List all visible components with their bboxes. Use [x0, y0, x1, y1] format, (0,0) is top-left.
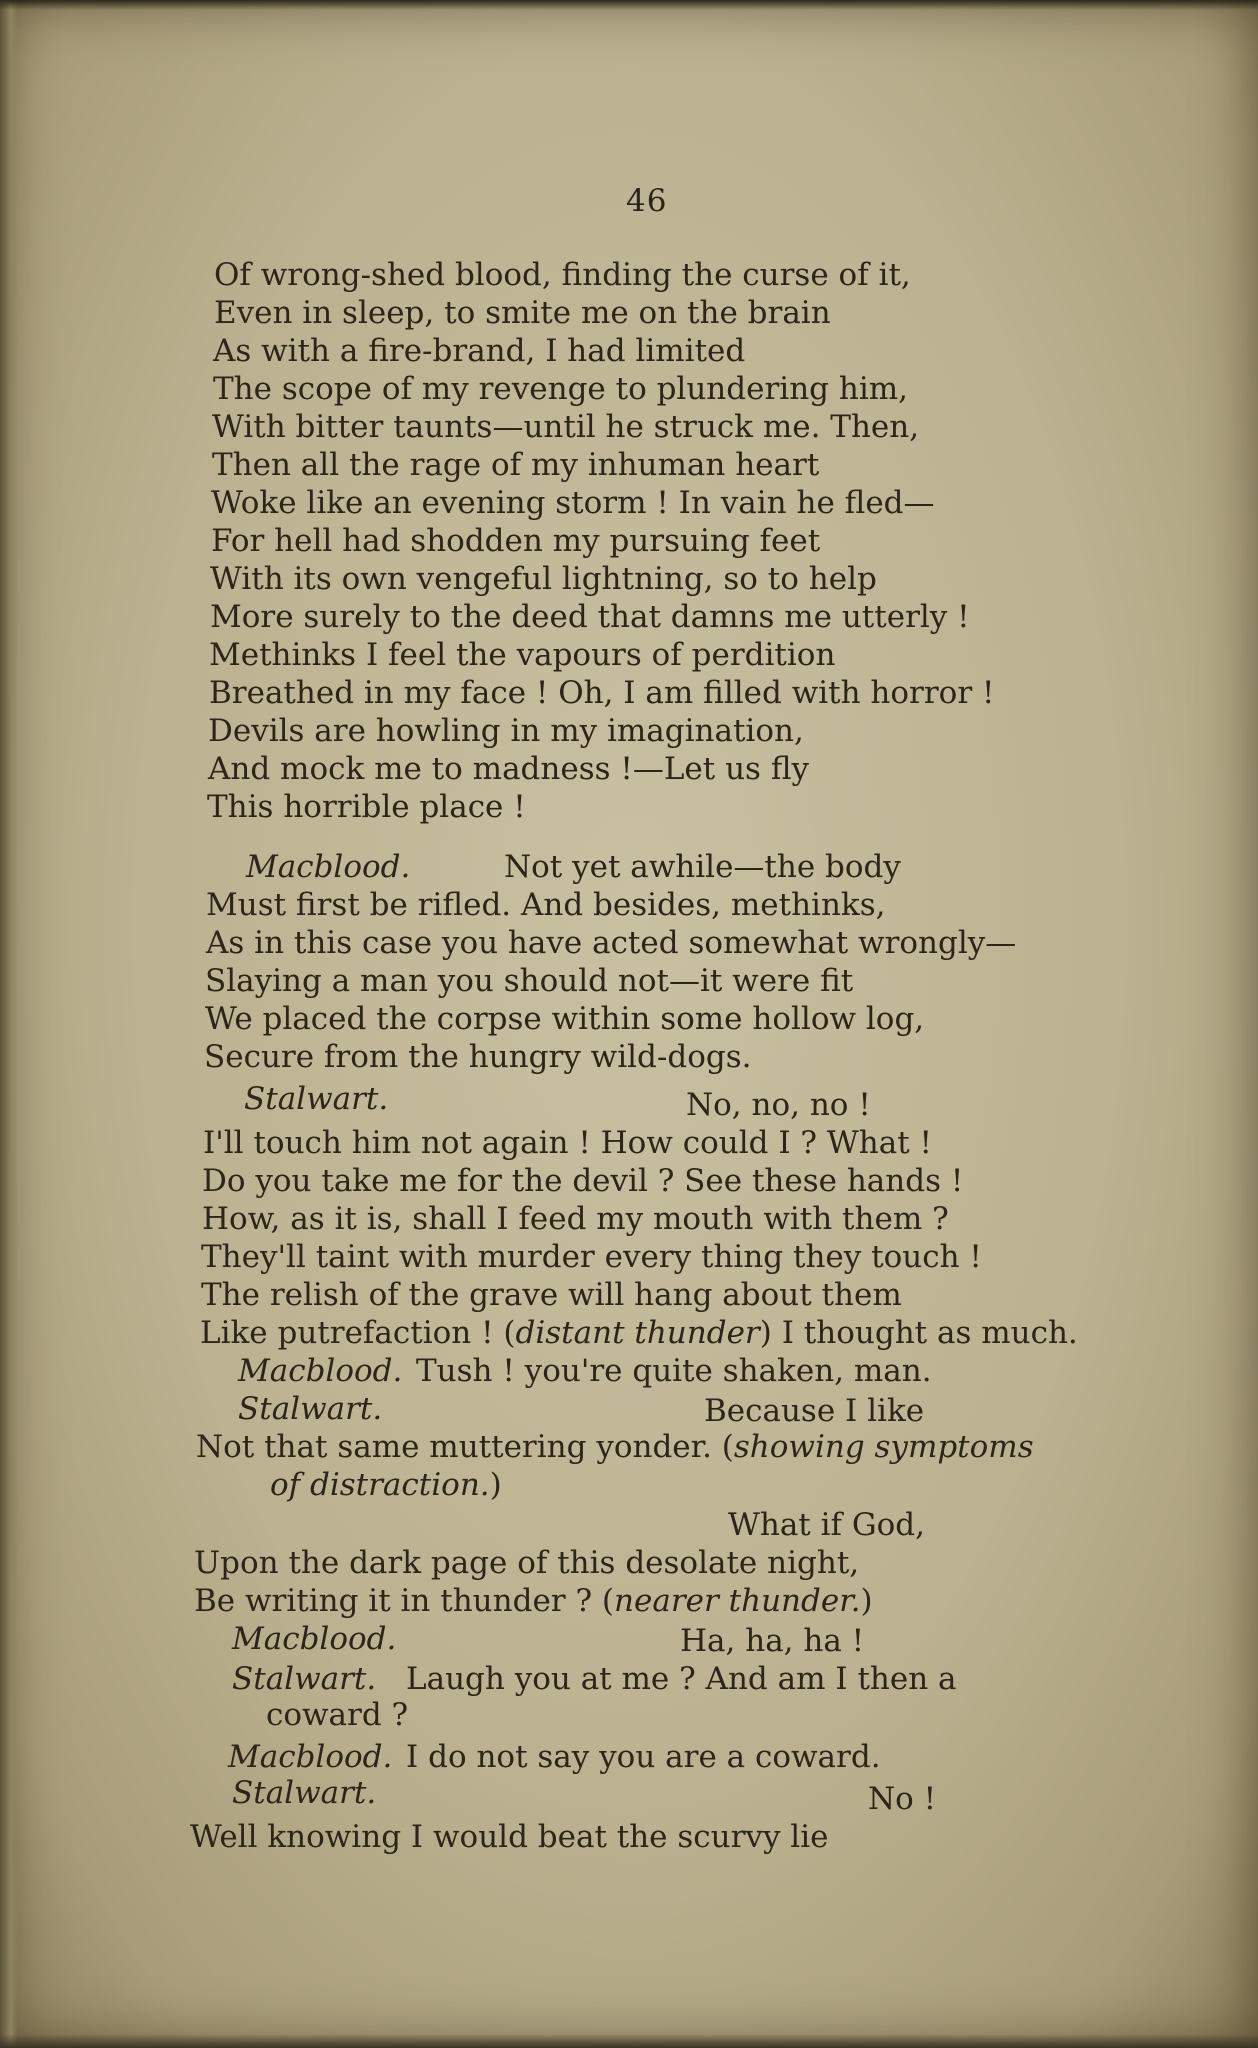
- line-text: Because I like: [704, 1393, 925, 1429]
- text-line: [201, 1238, 982, 1276]
- line-text: Be writing it in thunder ? (: [194, 1583, 615, 1619]
- line-text: And mock me to madness !—Let us fly: [208, 751, 810, 787]
- text-line: [686, 1086, 871, 1124]
- text-line: [504, 848, 901, 886]
- speaker-name: [238, 1390, 382, 1428]
- speaker-name: [238, 1352, 402, 1390]
- line-text: More surely to the deed that damns me utterly !: [210, 599, 970, 635]
- speaker-label: Stalwart.: [232, 1775, 377, 1811]
- stage-direction: showing symptoms: [733, 1429, 1034, 1465]
- text-line: [210, 560, 877, 598]
- line-text: Well knowing I would beat the scurvy lie: [190, 1819, 829, 1855]
- speaker-name: [232, 1660, 376, 1698]
- text-line: [266, 1696, 408, 1734]
- line-text: What if God,: [728, 1507, 925, 1543]
- stage-direction: distant thunder: [515, 1315, 760, 1351]
- line-text: No !: [868, 1781, 937, 1817]
- text-line: [416, 1352, 932, 1390]
- text-line: [201, 1276, 902, 1314]
- speaker-name: [228, 1738, 392, 1776]
- line-text: Upon the dark page of this desolate night,: [194, 1545, 860, 1581]
- text-line: [202, 1200, 949, 1238]
- page-number: 46: [626, 183, 668, 219]
- line-text: Breathed in my face ! Oh, I am filled with horror !: [209, 675, 995, 711]
- line-text: Not yet awhile—the body: [504, 849, 901, 885]
- text-line: [210, 598, 970, 636]
- speaker-label: Macblood.: [238, 1353, 403, 1389]
- text-line: [212, 408, 919, 446]
- text-line: [270, 1466, 502, 1504]
- line-text: ): [860, 1583, 873, 1619]
- text-line: [213, 370, 908, 408]
- text-line: [704, 1392, 924, 1430]
- line-text: As in this case you have acted somewhat wrongly—: [206, 925, 1017, 961]
- text-line: [214, 294, 831, 332]
- line-text: For hell had shodden my pursuing feet: [211, 523, 821, 559]
- line-text: Tush ! you're quite shaken, man.: [416, 1353, 932, 1389]
- line-text: I'll touch him not again ! How could I ? What !: [203, 1125, 932, 1161]
- line-text: Methinks I feel the vapours of perdition: [209, 637, 836, 673]
- text-line: [202, 1162, 963, 1200]
- line-text: ) I thought as much.: [759, 1315, 1078, 1351]
- text-line: [209, 674, 994, 712]
- text-line: [209, 636, 835, 674]
- line-text: Ha, ha, ha !: [680, 1623, 865, 1659]
- line-text: With bitter taunts—until he struck me. Then,: [212, 409, 920, 445]
- stage-direction: of distraction.: [270, 1467, 490, 1503]
- text-line: [213, 332, 745, 370]
- speaker-label: Stalwart.: [238, 1391, 383, 1427]
- text-line: [868, 1780, 936, 1818]
- text-line: [190, 1818, 828, 1856]
- text-line: [208, 712, 804, 750]
- line-text: How, as it is, shall I feed my mouth with them ?: [202, 1201, 949, 1237]
- text-line: [211, 484, 935, 522]
- text-line: [205, 962, 853, 1000]
- text-line: [203, 1124, 932, 1162]
- line-text: I do not say you are a coward.: [406, 1739, 881, 1775]
- line-text: They'll taint with murder every thing they touch !: [201, 1239, 982, 1275]
- speaker-name: [244, 1080, 388, 1118]
- line-text: No, no, no !: [686, 1087, 871, 1123]
- text-line: [194, 1544, 859, 1582]
- line-text: ): [489, 1467, 502, 1503]
- line-text: Even in sleep, to smite me on the brain: [214, 295, 831, 331]
- line-text: As with a fire-brand, I had limited: [213, 333, 746, 369]
- speaker-label: Macblood.: [246, 849, 411, 885]
- speaker-name: [232, 1774, 376, 1812]
- line-text: This horrible place !: [207, 789, 526, 825]
- text-line: [728, 1506, 925, 1544]
- text-line: [196, 1428, 1034, 1466]
- speaker-name: [246, 848, 410, 886]
- line-text: Then all the rage of my inhuman heart: [212, 447, 820, 483]
- text-line: [211, 522, 820, 560]
- text-line: [406, 1660, 957, 1698]
- stage-direction: nearer thunder.: [614, 1583, 861, 1619]
- speaker-name: [232, 1620, 396, 1658]
- text-line: [206, 886, 885, 924]
- line-text: With its own vengeful lightning, so to help: [210, 561, 877, 597]
- line-text: We placed the corpse within some hollow log,: [205, 1001, 925, 1037]
- line-text: Must first be rifled. And besides, methinks,: [206, 887, 886, 923]
- speaker-label: Macblood.: [228, 1739, 393, 1775]
- text-line: [205, 1000, 924, 1038]
- speaker-label: Macblood.: [232, 1621, 397, 1657]
- text-line: [212, 446, 819, 484]
- text-line: [214, 256, 911, 294]
- text-line: [680, 1622, 864, 1660]
- line-text: Woke like an evening storm ! In vain he fled—: [211, 485, 935, 521]
- line-text: coward ?: [266, 1697, 409, 1733]
- speaker-label: Stalwart.: [232, 1661, 377, 1697]
- text-line: [206, 924, 1016, 962]
- line-text: Not that same muttering yonder. (: [196, 1429, 734, 1465]
- text-line: [204, 1038, 751, 1076]
- speaker-label: Stalwart.: [244, 1081, 389, 1117]
- text-line: [406, 1738, 881, 1776]
- text-line: [194, 1582, 873, 1620]
- text-line: [200, 1314, 1078, 1352]
- line-text: Of wrong-shed blood, finding the curse of it,: [214, 257, 911, 293]
- line-text: Laugh you at me ? And am I then a: [406, 1661, 957, 1697]
- line-text: Do you take me for the devil ? See these hands !: [202, 1163, 964, 1199]
- text-line: [208, 750, 809, 788]
- line-text: The relish of the grave will hang about them: [201, 1277, 902, 1313]
- line-text: Devils are howling in my imagination,: [208, 713, 804, 749]
- line-text: Like putrefaction ! (: [200, 1315, 516, 1351]
- text-line: [207, 788, 526, 826]
- line-text: Secure from the hungry wild-dogs.: [204, 1039, 752, 1075]
- line-text: Slaying a man you should not—it were fit: [205, 963, 854, 999]
- line-text: The scope of my revenge to plundering him,: [213, 371, 908, 407]
